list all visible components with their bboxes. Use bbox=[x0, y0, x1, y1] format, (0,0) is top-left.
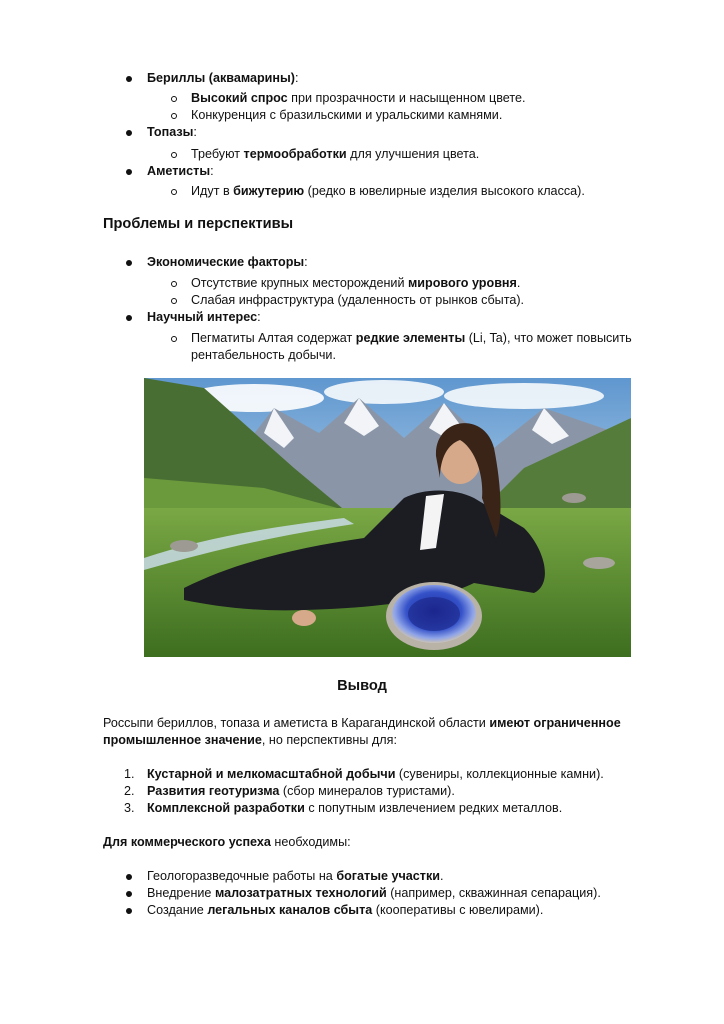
bullet-dot bbox=[126, 130, 132, 136]
sub-bullet-circle bbox=[171, 96, 177, 102]
bullet-dot bbox=[126, 891, 132, 897]
commercial-success-line: Для коммерческого успеха необходимы: bbox=[103, 835, 351, 849]
list-item-scientific: Научный интерес: bbox=[147, 310, 261, 324]
illustration-photo bbox=[144, 378, 631, 657]
sub-bullet-circle bbox=[171, 152, 177, 158]
bullet-dot bbox=[126, 315, 132, 321]
list-item-topaz: Топазы: bbox=[147, 125, 197, 139]
sub-bullet-circle bbox=[171, 113, 177, 119]
list-subitem: Идут в бижутерию (редко в ювелирные изделия высокого класса). bbox=[191, 184, 585, 198]
list-subitem: Пегматиты Алтая содержат редкие элементы (Li, Ta), что может повысить bbox=[191, 331, 632, 345]
list-subitem: Высокий спрос при прозрачности и насыщенном цвете. bbox=[191, 91, 526, 105]
list-subitem-continuation: рентабельность добычи. bbox=[191, 348, 336, 362]
conclusion-paragraph-line2: промышленное значение, но перспективны для: bbox=[103, 733, 397, 747]
list-item: Внедрение малозатратных технологий (например, скважинная сепарация). bbox=[147, 886, 601, 900]
list-subitem: Слабая инфраструктура (удаленность от рынков сбыта). bbox=[191, 293, 525, 307]
bullet-dot bbox=[126, 76, 132, 82]
sub-bullet-circle bbox=[171, 336, 177, 342]
bullet-dot bbox=[126, 908, 132, 914]
bullet-dot bbox=[126, 260, 132, 266]
bullet-dot bbox=[126, 169, 132, 175]
numbered-item: Развития геотуризма (сбор минералов туристами). bbox=[147, 784, 455, 798]
section-heading-conclusion: Вывод bbox=[337, 678, 387, 694]
list-subitem: Отсутствие крупных месторождений мирового уровня. bbox=[191, 276, 521, 290]
sub-bullet-circle bbox=[171, 298, 177, 304]
sub-bullet-circle bbox=[171, 189, 177, 195]
bullet-dot bbox=[126, 874, 132, 880]
list-item-amethyst: Аметисты: bbox=[147, 164, 214, 178]
list-item-economic: Экономические факторы: bbox=[147, 255, 308, 269]
numbered-item: Комплексной разработки с попутным извлечением редких металлов. bbox=[147, 801, 563, 815]
list-item: Геологоразведочные работы на богатые участки. bbox=[147, 869, 444, 883]
mountain-meadow-woman-geode-image bbox=[144, 378, 631, 657]
numbered-marker: 2. bbox=[124, 784, 135, 798]
list-item-beryls: Бериллы (аквамарины): bbox=[147, 71, 299, 85]
numbered-marker: 1. bbox=[124, 767, 135, 781]
section-heading-problems: Проблемы и перспективы bbox=[103, 216, 294, 232]
conclusion-paragraph-line1: Россыпи бериллов, топаза и аметиста в Карагандинской области имеют ограниченное bbox=[103, 716, 621, 730]
numbered-marker: 3. bbox=[124, 801, 135, 815]
list-item: Создание легальных каналов сбыта (кооперативы с ювелирами). bbox=[147, 903, 544, 917]
list-subitem: Требуют термообработки для улучшения цвета. bbox=[191, 147, 480, 161]
sub-bullet-circle bbox=[171, 281, 177, 287]
list-subitem: Конкуренция с бразильскими и уральскими камнями. bbox=[191, 108, 503, 122]
numbered-item: Кустарной и мелкомасштабной добычи (сувениры, коллекционные камни). bbox=[147, 767, 604, 781]
